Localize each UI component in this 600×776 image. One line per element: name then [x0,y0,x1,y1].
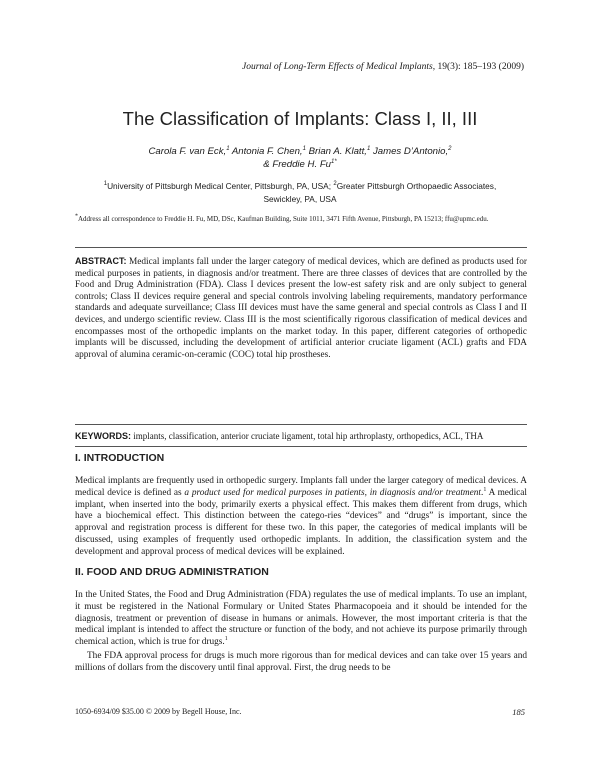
abstract-label: ABSTRACT: [75,256,127,266]
text-run: Medical implants are frequently used in orthopedic surgery. Implants fall under the larger category of medical devices. A medical device is defined as [75,476,527,498]
correspondence-text: Address all correspondence to Freddie H. Fu, MD, DSc, Kaufman Building, Suite 1011, 3471 Fifth Avenue, Pittsburgh, PA 15213; ffu@upmc.edu. [78,215,489,223]
abstract [75,256,527,361]
author-affil-sup: 1* [331,158,337,165]
author: Carola F. van Eck, [148,146,227,157]
paragraph [75,476,527,559]
author-affil-sup: 2 [448,145,452,152]
text-run: A medical implant, when inserted into the body, primarily exerts a physical effect. This makes them different from drugs, which have a biochemical effect. This distinction between the catego-ries “devices” and “drugs” is important, since the approval and registration process is different for these two. In this paper, the categories of medical implants will be discussed, using examples of frequently used orthopedic implants. In addition, the classification system and the development and approval process of medical devices will be explained. [75,487,527,557]
paragraph: The FDA approval process for drugs is much more rigorous than for medical devices and can take over 15 years and millions of dollars from the discovery until final approval. First, the drug needs to be [75,650,527,673]
author: Brian A. Klatt, [308,146,367,157]
text-run: In the United States, the Food and Drug Administration (FDA) regulates the use of medical implants. To use an implant, it must be registered in the National Formulary or United States Pharmacopoeia and it should be intended for the diagnosis, treatment or prevention of disease in humans or animals. However, the most important criteria is that the medical implant is intended to affect the structure or function of the body, and not achieve its purpose primarily through chemical action, which is true for drugs. [75,590,527,648]
keywords-label: KEYWORDS: [75,431,131,441]
affiliations [90,180,510,206]
affil-sup: 2 [333,181,337,188]
divider [75,247,527,248]
definition-italic: a product used for medical purposes in patients, in diagnosis and/or treatment [184,487,481,498]
abstract-text: Medical implants fall under the larger category of medical devices, which are defined as products used for medical purposes in patients, in diagnosis and/or treatment. There are three classes of devices that are controlled by the Food and Drug Administration (FDA). Class I devices present the low-est safety risk and are only subject to general controls; Class II devices require general and special controls involving labeling requirements, mandatory performance standards and adequate surveillance; Class III devices must have the same general and special controls as Class I and II devices, and undergo scientific review. Class III is the most scientifically rigorous classification of medical devices and encompasses most of the orthopedic implants on the market today. In this paper, different categories of orthopedic implants will be discussed, including the development of artificial anterior cruciate ligament (ACL) grafts and FDA approval of alumina ceramic-on-ceramic (COC) total hip prostheses. [75,257,527,360]
paper-title: The Classification of Implants: Class I, II, III [122,108,478,129]
affiliation-1: University of Pittsburgh Medical Center, Pittsburgh, PA, USA; [107,181,332,191]
journal-reference [242,62,524,72]
fda-body [75,590,527,675]
author-affil-sup: 1 [366,145,371,152]
divider [75,424,527,425]
keywords-text: implants, classification, anterior cruciate ligament, total hip arthroplasty, orthopedics, ACL, THA [133,431,484,441]
paragraph [75,590,527,649]
author-affil-sup: 1 [226,145,230,152]
page-number: 185 [512,707,525,717]
text-run: . [481,487,484,498]
affil-sup: 1 [103,181,108,188]
citation-sup: 1 [483,486,487,493]
correspondence-note [75,214,527,224]
introduction-body [75,476,527,559]
author-affil-sup: 1 [302,145,306,152]
author: Antonia F. Chen, [231,146,303,157]
volume-pages: 19(3): 185–193 (2009) [437,62,524,72]
author: James D’Antonio, [372,146,449,157]
divider [75,446,527,447]
author-list [100,145,500,171]
section-heading-fda: II. FOOD AND DRUG ADMINISTRATION [75,566,269,578]
keywords [75,431,527,442]
journal-name: Journal of Long-Term Effects of Medical Implants, [242,62,436,72]
section-heading-introduction: I. INTRODUCTION [75,452,165,464]
citation-sup: 1 [224,636,228,643]
corr-sup: * [75,213,78,220]
author: & Freddie H. Fu [263,159,332,170]
footer-issn: 1050-6934/09 $35.00 © 2009 by Begell House, Inc. [75,707,242,716]
affiliation-2: Greater Pittsburgh Orthopaedic Associates, Sewickley, PA, USA [263,181,497,204]
